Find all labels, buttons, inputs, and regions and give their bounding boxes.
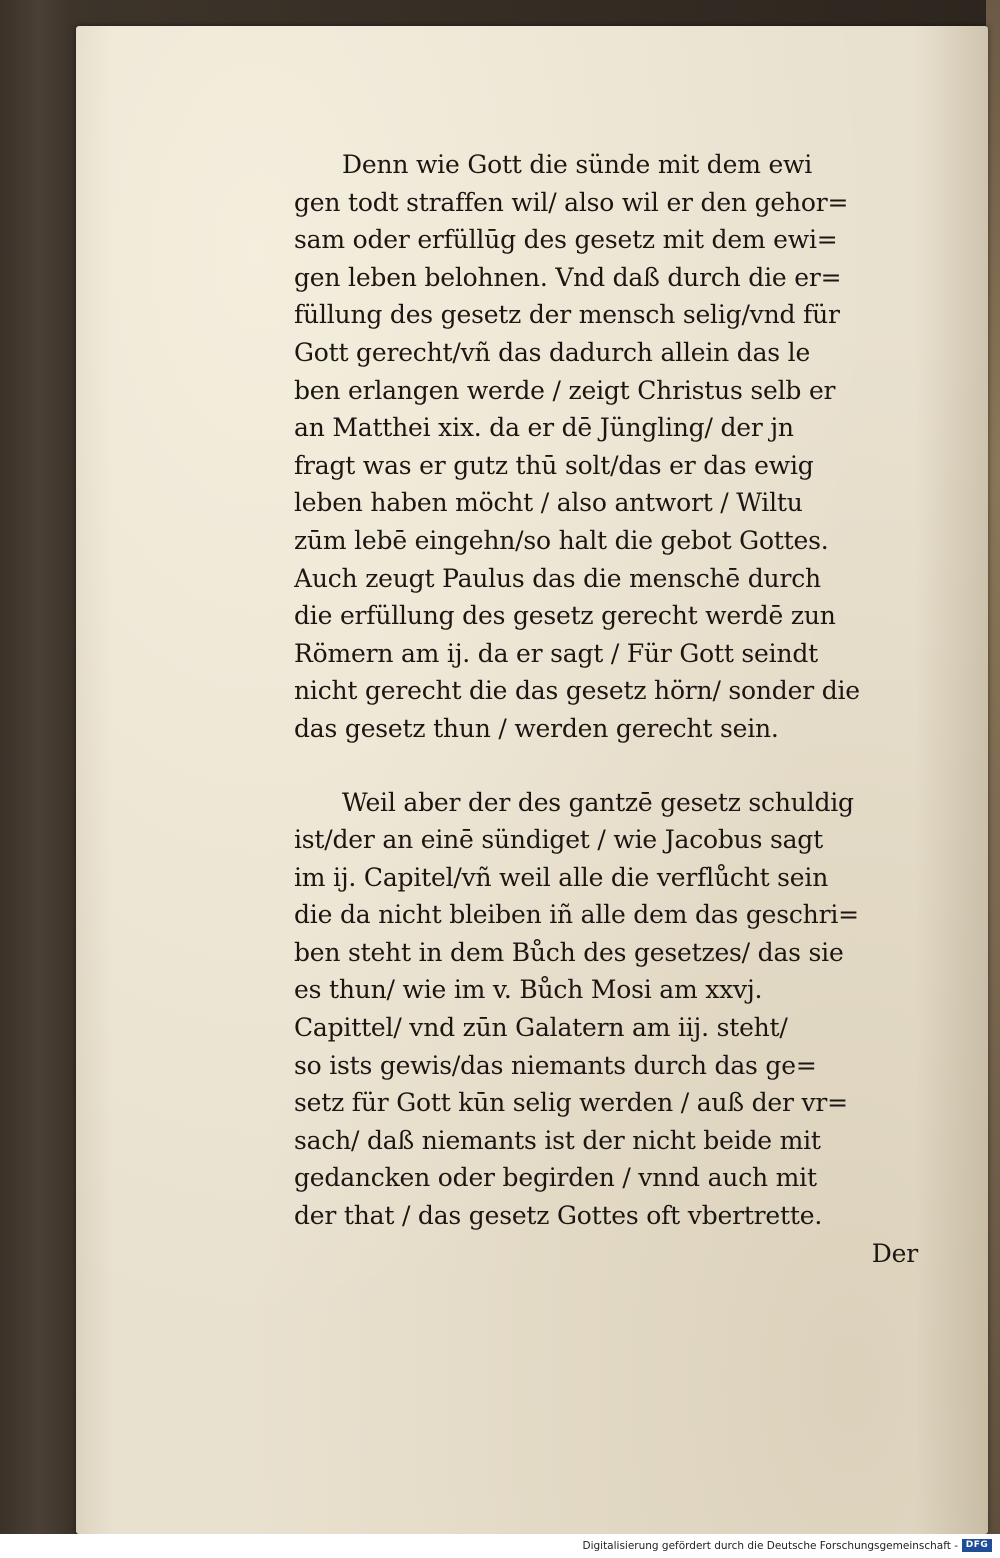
dfg-logo-icon: DFG <box>962 1539 992 1552</box>
page-text <box>294 146 934 1272</box>
text-line: zūm lebē eingehn/so halt die gebot Gottes. <box>294 525 829 555</box>
book-page <box>76 26 988 1534</box>
catchword: Der <box>871 1238 918 1268</box>
text-line: nicht gerecht die das gesetz hörn/ sonder die <box>294 676 860 706</box>
text-line: Auch zeugt Paulus das die menschē durch <box>294 563 821 593</box>
text-line: Römern am ij. da er sagt / Für Gott seindt <box>294 638 818 668</box>
text-line: Capittel/ vnd zūn Galatern am iij. steht/ <box>294 1013 788 1043</box>
text-line: der that / das gesetz Gottes oft vbertrette. <box>294 1201 823 1231</box>
text-line: gedancken oder begirden / vnnd auch mit <box>294 1163 817 1193</box>
book-edge <box>986 0 1000 1540</box>
text-line: die erfüllung des gesetz gerecht werdē zun <box>294 601 836 631</box>
text-line: das gesetz thun / werden gerecht sein. <box>294 713 779 743</box>
funding-notice: Digitalisierung gefördert durch die Deutsche Forschungsgemeinschaft - <box>582 1540 958 1552</box>
text-line: ist/der an einē sündiget / wie Jacobus sagt <box>294 825 823 855</box>
text-line: gen leben belohnen. Vnd daß durch die er= <box>294 262 842 292</box>
text-line: Gott gerecht/vñ das dadurch allein das le <box>294 337 811 367</box>
text-line: so ists gewis/das niemants durch das ge= <box>294 1050 817 1080</box>
digitization-footer <box>0 1534 1000 1558</box>
text-line: Weil aber der des gantzē gesetz schuldig <box>342 787 854 817</box>
text-line: fragt was er gutz thū solt/das er das ewig <box>294 450 814 480</box>
text-line: ben steht in dem Bůch des gesetzes/ das sie <box>294 937 844 967</box>
text-line: sach/ daß niemants ist der nicht beide mit <box>294 1125 821 1155</box>
text-line: setz für Gott kūn selig werden / auß der vr= <box>294 1088 848 1118</box>
text-line: ben erlangen werde / zeigt Christus selb er <box>294 375 836 405</box>
text-line: sam oder erfüllūg des gesetz mit dem ewi= <box>294 225 838 255</box>
text-line: Denn wie Gott die sünde mit dem ewi <box>342 150 813 179</box>
text-line: gen todt straffen wil/ also wil er den gehor= <box>294 187 849 217</box>
paragraph-gap <box>294 748 934 784</box>
text-line: an Matthei xix. da er dē Jüngling/ der jn <box>294 413 794 443</box>
text-line: leben haben möcht / also antwort / Wiltu <box>294 488 803 518</box>
text-line: es thun/ wie im v. Bůch Mosi am xxvj. <box>294 975 763 1005</box>
text-line: im ij. Capitel/vñ weil alle die verflůcht sein <box>294 862 829 892</box>
text-line: füllung des gesetz der mensch selig/vnd für <box>294 300 840 330</box>
text-line: die da nicht bleiben iñ alle dem das geschri= <box>294 900 859 930</box>
